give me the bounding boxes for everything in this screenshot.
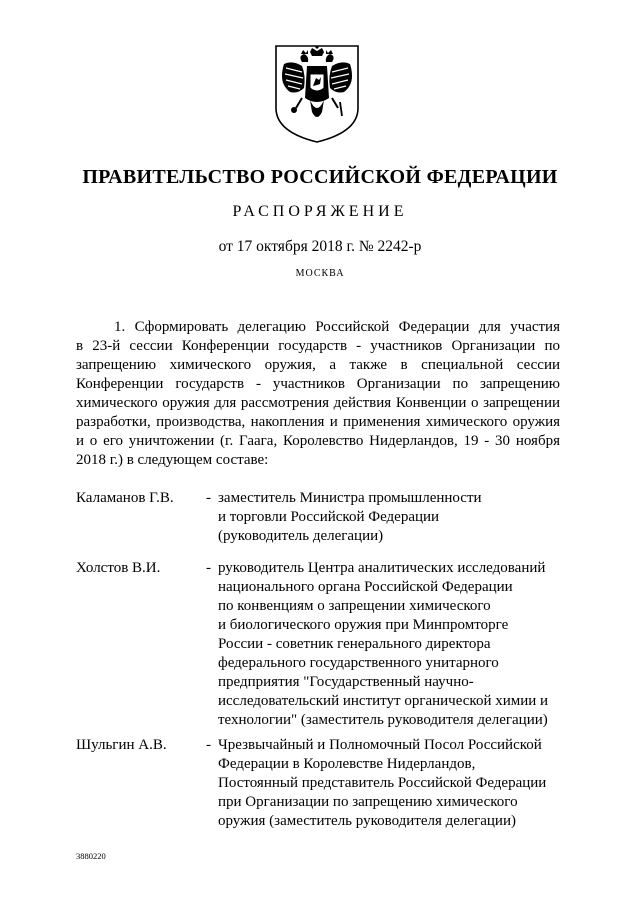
role-line: исследовательский институт органической химии и <box>218 693 549 709</box>
member-dash: - <box>206 490 211 506</box>
paragraph-line: Конференции государств - участников Организации по запрещению <box>76 376 560 392</box>
role-line: России - советник генерального директора <box>218 636 491 652</box>
role-line: и биологического оружия при Минпромторге <box>218 617 509 633</box>
document-date-number: от 17 октября 2018 г. № 2242-р <box>218 238 422 255</box>
role-line: руководитель Центра аналитических исследований <box>218 560 546 576</box>
coat-of-arms-icon <box>272 42 362 144</box>
role-line: федерального государственного унитарного <box>218 655 499 671</box>
paragraph-line: в 23-й сессии Конференции государств - участников Организации по <box>76 338 560 354</box>
paragraph-line: 2018 г.) в следующем составе: <box>76 452 269 468</box>
member-name: Каламанов Г.В. <box>76 490 174 506</box>
role-line: Федерации в Королевстве Нидерландов, <box>218 756 476 772</box>
government-title: ПРАВИТЕЛЬСТВО РОССИЙСКОЙ ФЕДЕРАЦИИ <box>82 166 558 188</box>
document-number: 3880220 <box>76 851 106 861</box>
role-line: предприятия "Государственный научно- <box>218 674 474 690</box>
member-role <box>218 489 578 546</box>
main-paragraph <box>76 318 560 470</box>
role-line: и торговли Российской Федерации <box>218 509 440 525</box>
member-dash: - <box>206 560 211 576</box>
role-line: национального органа Российской Федерации <box>218 579 513 595</box>
paragraph-line: и о его уничтожении (г. Гаага, Королевство Нидерландов, 19 - 30 ноября <box>76 433 560 449</box>
paragraph-line: 1. Сформировать делегацию Российской Федерации для участия <box>114 319 560 335</box>
role-line: технологии" (заместитель руководителя делегации) <box>218 712 548 728</box>
role-line: заместитель Министра промышленности <box>218 490 482 506</box>
role-line: оружия (заместитель руководителя делегации) <box>218 813 516 829</box>
paragraph-line: разработки, производства, накопления и применения химического оружия <box>76 414 560 430</box>
member-role <box>218 559 578 730</box>
paragraph-line: запрещению химического оружия, а также в специальной сессии <box>76 357 560 373</box>
role-line: (руководитель делегации) <box>218 528 384 544</box>
member-dash: - <box>206 737 211 753</box>
paragraph-line: химического оружия для рассмотрения действия Конвенции о запрещении <box>76 395 560 411</box>
member-name: Холстов В.И. <box>76 560 161 576</box>
role-line: при Организации по запрещению химического <box>218 794 518 810</box>
role-line: Чрезвычайный и Полномочный Посол Российской <box>218 737 542 753</box>
city-name: МОСКВА <box>295 268 345 279</box>
role-line: по конвенциям о запрещении химического <box>218 598 491 614</box>
member-name: Шульгин А.В. <box>76 737 167 753</box>
document-type: РАСПОРЯЖЕНИЕ <box>232 203 408 220</box>
role-line: Постоянный представитель Российской Федерации <box>218 775 547 791</box>
member-role <box>218 736 578 831</box>
